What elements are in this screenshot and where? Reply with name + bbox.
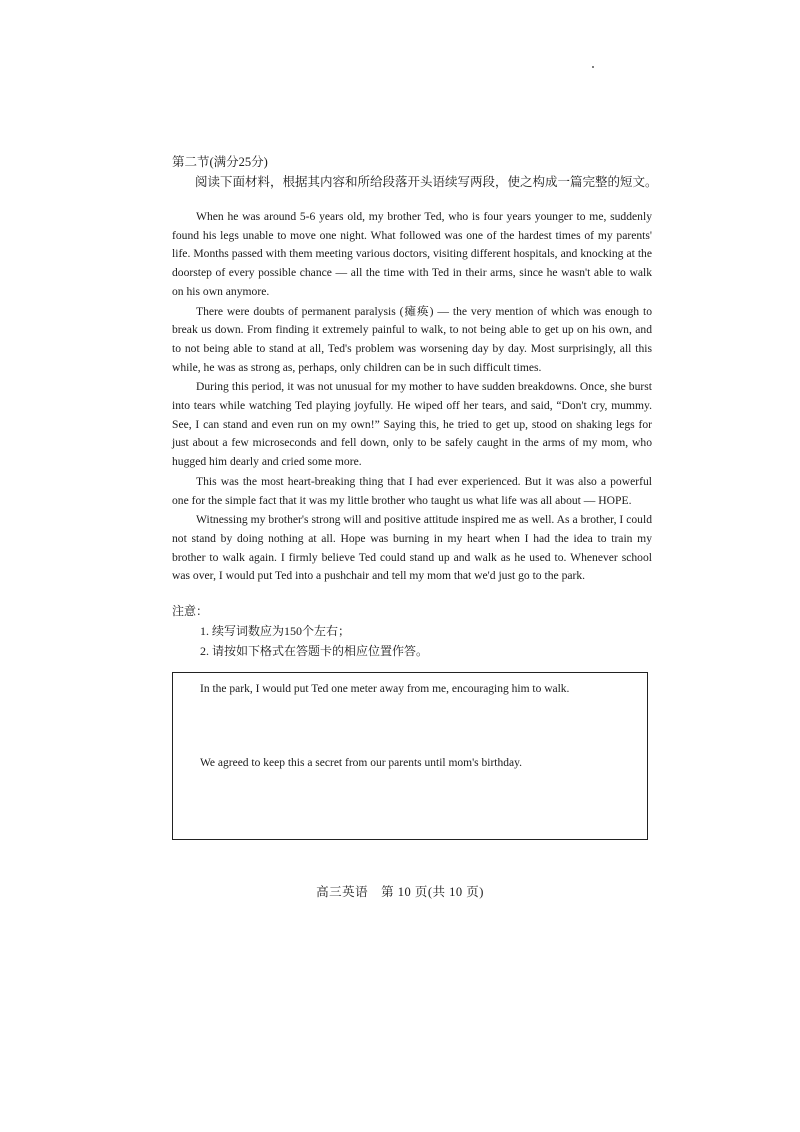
passage-paragraph: Witnessing my brother's strong will and positive attitude inspired me as well. As a brother, I could not stand by doing nothing at all. Hope was burning in my heart when I had the idea to train my brother to walk again. I firmly believe Ted could stand up and walk as he used to. Whenever school was over, I would put Ted into a pushchair and tell my mom that we'd just go to the park. [172,513,652,583]
reading-passage [172,208,652,587]
paragraph-opening-2: We agreed to keep this a secret from our parents until mom's birthday. [200,757,522,769]
paragraph-opening-1: In the park, I would put Ted one meter away from me, encouraging him to walk. [200,683,570,695]
answer-box [172,672,648,840]
passage-paragraph: This was the most heart-breaking thing that I had ever experienced. But it was also a powerful one for the simple fact that it was my little brother who taught us what life was all about — HOPE. [172,474,652,507]
section-instruction: 阅读下面材料，根据其内容和所给段落开头语续写两段，使之构成一篇完整的短文。 [195,175,658,189]
notes-section [172,601,428,661]
notes-title: 注意： [172,604,209,618]
note-item: 2. 请按如下格式在答题卡的相应位置作答。 [200,644,429,658]
page-footer: 高三英语 第 10 页(共 10 页) [316,885,484,899]
passage-paragraph: During this period, it was not unusual for my mother to have sudden breakdowns. Once, she burst into tears while watching Ted playing joyfully. He wiped off her tears, and said, “Don't cry, mummy. See, I can stand and even run on my own!” Saying this, he tried to get up, stood on shaking legs for just about a few microseconds and fell down, only to be safely caught in the arms of my mom, who hugged him dearly and cried some more. [172,380,652,469]
passage-paragraph: When he was around 5-6 years old, my brother Ted, who is four years younger to me, suddenly found his legs unable to move one night. What followed was one of the hardest times of my parents' life. Months passed with them meeting various doctors, visiting different hospitals, and knocking at the doorstep of every possible chance — all the time with Ted in their arms, since he wasn't able to walk on his own anymore. [172,210,652,298]
passage-paragraph: There were doubts of permanent paralysis (瘫痪) — the very mention of which was enough to break us down. From finding it extremely painful to walk, to not being able to get up on his own, and to not being able to stand at all, Ted's problem was worsening day by day. Most surprisingly, all this while, he was as strong as, perhaps, only children can be in such difficult times. [172,304,652,374]
scan-speck [592,66,594,68]
section-heading: 第二节(满分25分) [172,155,268,169]
note-item: 1. 续写词数应为150个左右； [200,624,351,638]
